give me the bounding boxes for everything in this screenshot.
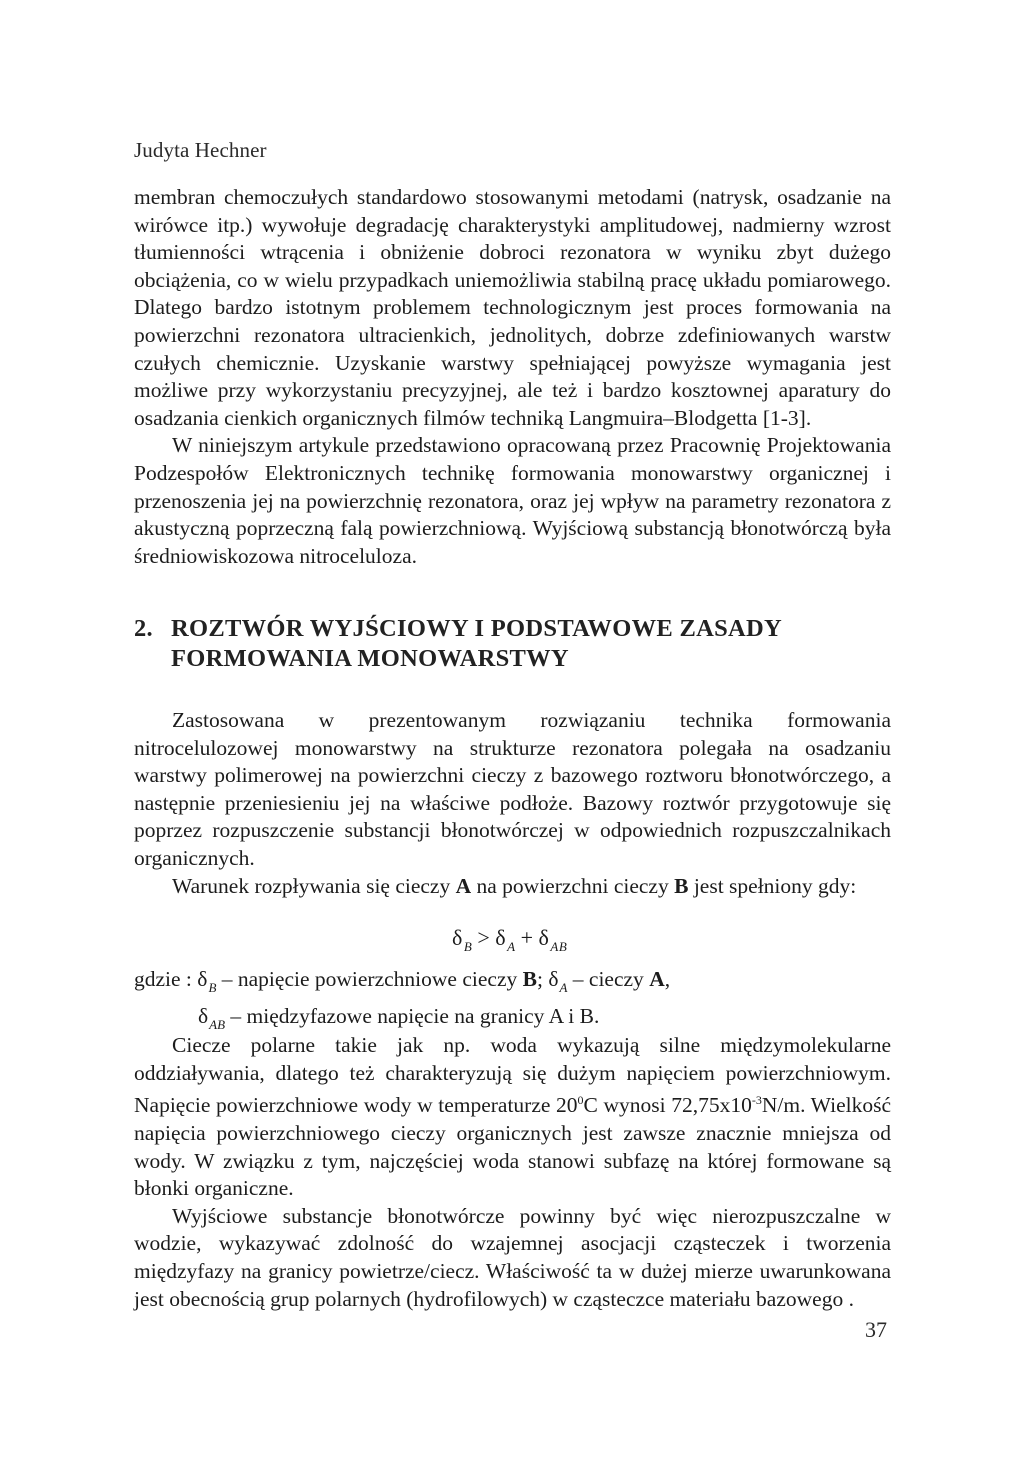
liquid-a-label: A [455,873,472,898]
body-text-bottom [134,1032,891,1313]
paragraph-film-substances: Wyjściowe substancje błonotwórcze powinny być więc nierozpuszczalne w wodzie, wykazywać zdolność do wzajemnej asocjacji cząsteczek i tworzenia międzyfazy na granicy powietrze/ciecz. Właściwość ta w dużej mierze uwarunkowana jest obecnością grup polarnych (hydrofilowych) w cząsteczce materiału bazowego . [134,1203,891,1311]
spreading-formula: $\delta_B > \delta_A + \delta_{AB}$ [452,925,568,954]
paragraph-article-scope: W niniejszym artykule przedstawiono opracowaną przez Pracownię Projektowania Podzespołów Elektronicznych technikę formowania monowarstwy organicznej i przenoszenia jej na powierzchnię rezonatora, oraz jej wpływ na parametry rezonatora z akustyczną poprzeczną falą powierzchniową. Wyjściową substancją błonotwórczą była średniowiskozowa nitroceluloza. [134,433,891,568]
liquid-b-label: B [674,873,689,898]
section-heading-line1 [134,614,891,644]
paragraph-spreading-condition: Warunek rozpływania się cieczy A na powierzchni cieczy B jest spełniony gdy: [172,873,857,898]
paragraph-continuation: membran chemoczułych standardowo stosowanymi metodami (natrysk, osadzanie na wirówce itp.) wywołuje degradację charakterystyki amplitudowej, nadmierny wzrost tłumienności wtrącenia i obniżenie dobroci rezonatora w wyniku zbyt dużego obciążenia, co w wielu przypadkach uniemożliwia stabilną pracę układu pomiarowego. Dlatego bardzo istotnym problemem technologicznym jest proces formowania na powierzchni rezonatora ultracienkich, jednolitych, dobrze zdefiniowanych warstw czułych chemicznie. Uzyskanie warstwy spełniającej powyższe wymagania jest możliwe przy wykorzystaniu precyzyjnej, ale też i bardzo kosztownej aparatury do osadzania cienkich organicznych filmów techniką Langmuira–Blodgetta [1-3]. [134,185,891,430]
formula-legend-row2: $\delta_{AB}$ – międzyfazowe napięcie na granicy A i B. [198,1004,600,1032]
page-number: 37 [865,1317,887,1342]
section-number: 2. [134,615,153,642]
running-header-author: Judyta Hechner [134,138,267,162]
section-title-line1: ROZTWÓR WYJŚCIOWY I PODSTAWOWE ZASADY [171,615,782,642]
paragraph-technique: Zastosowana w prezentowanym rozwiązaniu technika formowania nitrocelulozowej monowarstwy na strukturze rezonatora polegała na osadzaniu warstwy polimerowej na powierzchni cieczy z bazowego roztworu błonotwórczego, a następnie przeniesieniu jej na właściwe podłoże. Bazowy roztwór przygotowuje się poprzez rozpuszczenie substancji błonotwórczej w odpowiednich rozpuszczalnikach organicznych. [134,708,891,870]
formula-legend [134,965,891,1039]
paragraph-polar-liquids: Ciecze polarne takie jak np. woda wykazują silne międzymolekularne oddziaływania, dlatego też charakteryzują się dużym napięciem powierzchniowym. Napięcie powierzchniowe wody w temperaturze $20^0C$ wynosi $72,75x10^{-3}N/m$. Wielkość napięcia powierzchniowego cieczy organicznych jest zawsze znacznie mniejsza od wody. W związku z tym, najczęściej woda stanowi subfazę na której formowane są błonki organiczne. [134,1033,891,1201]
body-text-top [134,184,891,570]
formula-legend-row1: gdzie : $\delta_B$ – napięcie powierzchniowe cieczy B; $\delta_A$ – cieczy A, [134,967,671,995]
body-text-section2 [134,707,891,900]
section-title-line2: FORMOWANIA MONOWARSTWY [171,645,569,672]
section-heading [134,614,891,674]
